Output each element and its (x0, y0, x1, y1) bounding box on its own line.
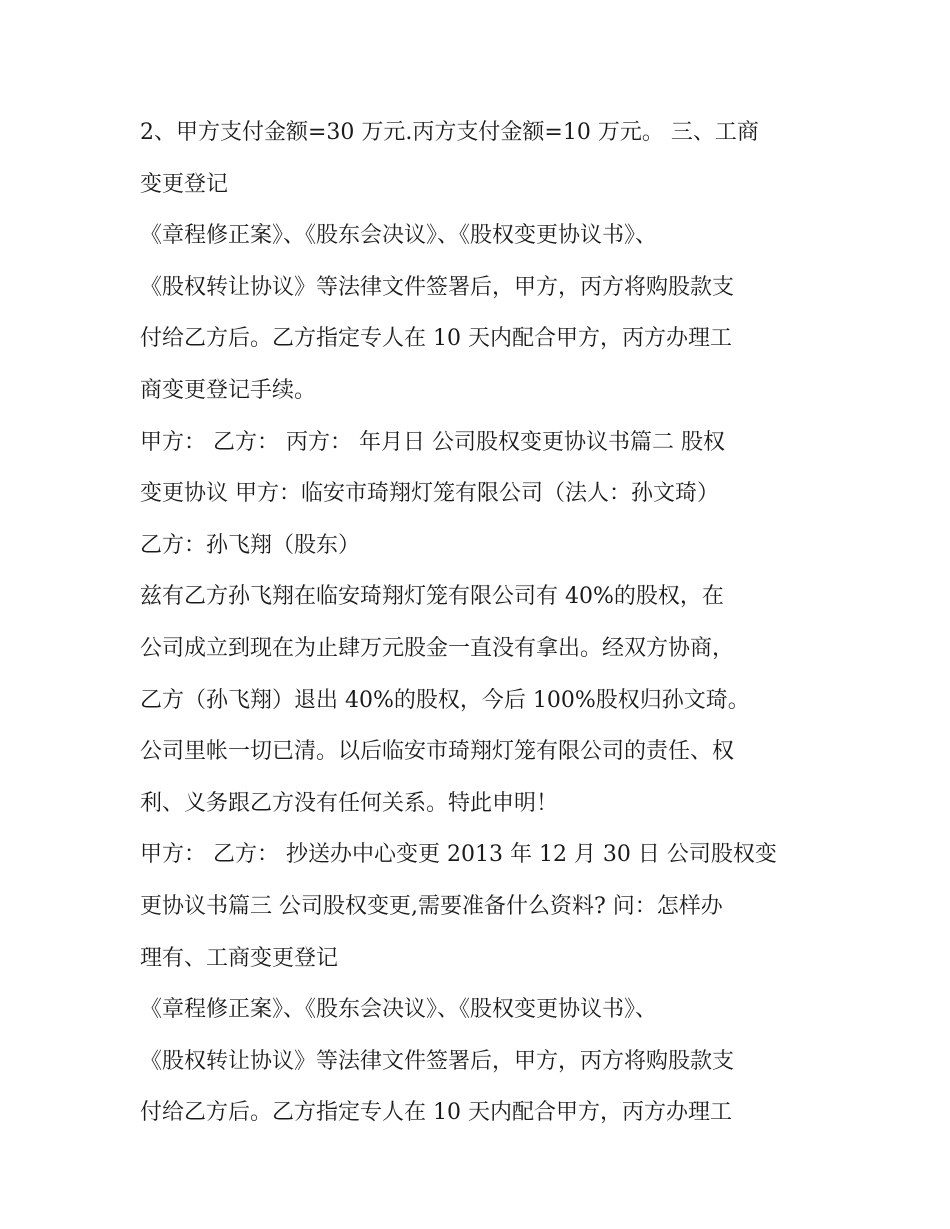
text-line: 更协议书篇三 公司股权变更,需要准备什么资料? 问：怎样办 (140, 893, 723, 919)
text-line: 《章程修正案》、《股东会决议》、《股权变更协议书》、 (140, 223, 658, 249)
text-line: 付给乙方后。乙方指定专人在 10 天内配合甲方，丙方办理工 (140, 326, 732, 352)
text-line: 商变更登记手续。 (140, 377, 317, 403)
text-line: 理有、工商变更登记 (140, 945, 339, 971)
text-line: 《股权转让协议》等法律文件签署后，甲方，丙方将购股款支 (140, 1048, 735, 1074)
text-line: 《股权转让协议》等法律文件签署后，甲方，丙方将购股款支 (140, 274, 735, 300)
text-line: 兹有乙方孙飞翔在临安琦翔灯笼有限公司有 40%的股权，在 (140, 584, 724, 610)
text-line: 变更登记 (140, 171, 229, 197)
text-line: 《章程修正案》、《股东会决议》、《股权变更协议书》、 (140, 997, 658, 1023)
text-line: 乙方：孙飞翔（股东） (140, 532, 361, 558)
text-line: 甲方： 乙方： 丙方： 年月日 公司股权变更协议书篇二 股权 (140, 429, 725, 455)
document-body (140, 107, 820, 1139)
text-line: 利、义务跟乙方没有任何关系。特此申明！ (140, 790, 559, 816)
text-line: 公司成立到现在为止肆万元股金一直没有拿出。经双方协商， (140, 635, 735, 661)
text-line: 乙方（孙飞翔）退出 40%的股权，今后 100%股权归孙文琦。 (140, 687, 750, 713)
text-line: 公司里帐一切已清。以后临安市琦翔灯笼有限公司的责任、权 (140, 739, 735, 765)
text-line: 2、甲方支付金额=30 万元.丙方支付金额=10 万元。 三、工商 (140, 120, 759, 145)
text-line: 变更协议 甲方：临安市琦翔灯笼有限公司（法人：孙文琦） (140, 481, 719, 507)
text-line: 付给乙方后。乙方指定专人在 10 天内配合甲方，丙方办理工 (140, 1100, 732, 1126)
text-line: 甲方： 乙方： 抄送办中心变更 2013 年 12 月 30 日 公司股权变 (140, 842, 777, 868)
